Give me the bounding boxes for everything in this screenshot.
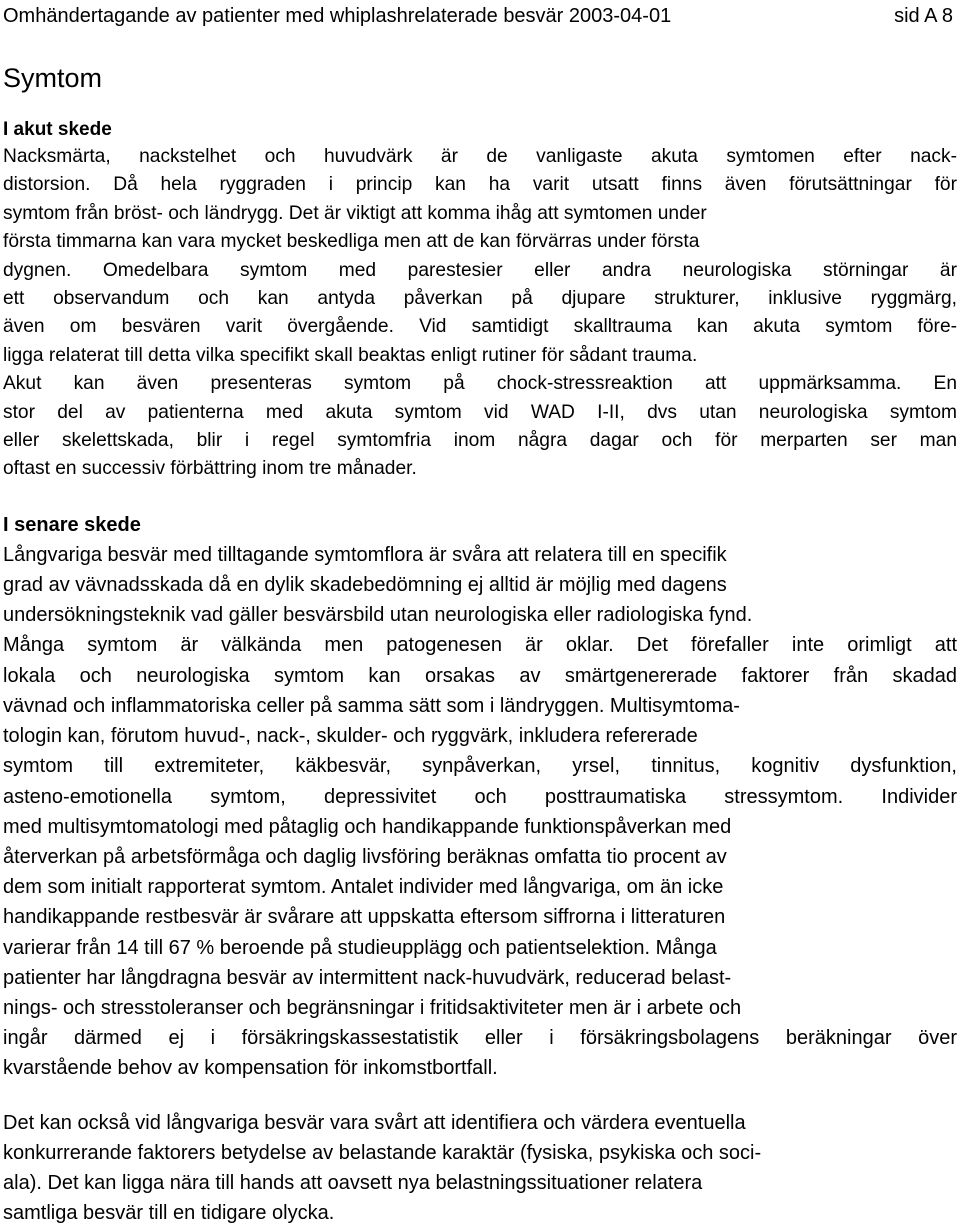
paragraph-line: undersökningsteknik vad gäller besvärsbild utan neurologiska eller radiologiska fynd. (3, 604, 753, 627)
paragraph-line: konkurrerande faktorers betydelse av belastande karaktär (fysiska, psykiska och soci- (3, 1141, 762, 1164)
section-spacer (3, 484, 957, 511)
paragraph-line: varierar från 14 till 67 % beroende på studieupplägg och patientselektion. Många (3, 936, 717, 959)
paragraph-line: vävnad och inflammatoriska celler på samma sätt som i ländryggen. Multisymtoma- (3, 694, 740, 717)
paragraph-line: ett observandum och kan antyda påverkan på djupare strukturer, inklusive ryggmärg, (3, 288, 957, 310)
paragraph-line: handikappande restbesvär är svårare att uppskatta eftersom siffrorna i litteraturen (3, 906, 726, 929)
paragraph-line: Det kan också vid långvariga besvär vara svårt att identifiera och värdera eventuella (3, 1111, 746, 1134)
paragraph-line: stor del av patienterna med akuta symtom vid WAD I-II, dvs utan neurologiska symtom (3, 401, 957, 423)
paragraph-line: återverkan på arbetsförmåga och daglig livsföring beräknas omfatta tio procent av (3, 845, 727, 868)
paragraph-line: även om besvären varit övergående. Vid samtidigt skalltrauma kan akuta symtom före- (3, 316, 957, 338)
paragraph-line: Akut kan även presenteras symtom på chock-stressreaktion att uppmärksamma. En (3, 373, 957, 395)
subheading-late: I senare skede (3, 513, 141, 536)
document-page (3, 0, 957, 1228)
paragraph-line: asteno-emotionella symtom, depressivitet och posttraumatiska stressymtom. Individer (3, 785, 957, 808)
paragraph-line: eller skelettskada, blir i regel symtomfria inom några dagar och för merparten ser man (3, 430, 957, 452)
paragraph-late-2 (3, 1108, 957, 1228)
paragraph-line: dem som initialt rapporterat symtom. Antalet individer med långvariga, om än icke (3, 876, 724, 899)
running-title: Omhändertagande av patienter med whiplashrelaterade besvär 2003-04-01 (3, 5, 672, 27)
paragraph-line: ingår därmed ej i försäkringskassestatistik eller i försäkringsbolagens beräkningar över (3, 1027, 957, 1050)
paragraph-line: Många symtom är välkända men patogenesen är oklar. Det förefaller inte orimligt att (3, 634, 957, 657)
paragraph-line: samtliga besvär till en tidigare olycka. (3, 1202, 335, 1225)
paragraph-line: ligga relaterat till detta vilka specifikt skall beaktas enligt rutiner för sådant trauma. (3, 344, 698, 366)
paragraph-line: tologin kan, förutom huvud-, nack-, skulder- och ryggvärk, inkludera refererade (3, 725, 698, 748)
paragraph-line: första timmarna kan vara mycket beskedliga men att de kan förvärras under första (3, 231, 700, 253)
running-header (3, 0, 957, 34)
paragraph-spacer (3, 1084, 957, 1108)
paragraph-line: kvarstående behov av kompensation för inkomstbortfall. (3, 1057, 498, 1080)
paragraph-line: lokala och neurologiska symtom kan orsakas av smärtgenererade faktorer från skadad (3, 664, 957, 687)
paragraph-line: Nacksmärta, nackstelhet och huvudvärk är de vanligaste akuta symtomen efter nack- (3, 146, 957, 167)
paragraph-line: symtom från bröst- och ländrygg. Det är viktigt att komma ihåg att symtomen under (3, 202, 707, 224)
page-number: sid A 8 (894, 5, 953, 27)
paragraph-late (3, 540, 957, 1084)
paragraph-line: grad av vävnadsskada då en dylik skadebedömning ej alltid är möjlig med dagens (3, 574, 727, 597)
paragraph-line: symtom till extremiteter, käkbesvär, synpåverkan, yrsel, tinnitus, kognitiv dysfunktion, (3, 755, 957, 778)
paragraph-line: oftast en successiv förbättring inom tre månader. (3, 458, 417, 480)
paragraph-line: distorsion. Då hela ryggraden i princip kan ha varit utsatt finns även förutsättningar för (3, 174, 957, 196)
paragraph-line: patienter har långdragna besvär av intermittent nack-huvudvärk, reducerad belast- (3, 966, 732, 989)
subheading-acute: I akut skede (3, 119, 112, 140)
section-title: Symtom (3, 63, 103, 93)
paragraph-line: ala). Det kan ligga nära till hands att oavsett nya belastningssituationer relatera (3, 1171, 703, 1194)
paragraph-line: Långvariga besvär med tilltagande symtomflora är svåra att relatera till en specifik (3, 543, 727, 566)
paragraph-line: med multisymtomatologi med påtaglig och handikappande funktionspåverkan med (3, 815, 732, 838)
paragraph-line: dygnen. Omedelbara symtom med parestesier eller andra neurologiska störningar är (3, 259, 957, 281)
paragraph-line: nings- och stresstoleranser och begränsningar i fritidsaktiviteter men är i arbete och (3, 996, 742, 1019)
paragraph-acute (3, 143, 957, 484)
